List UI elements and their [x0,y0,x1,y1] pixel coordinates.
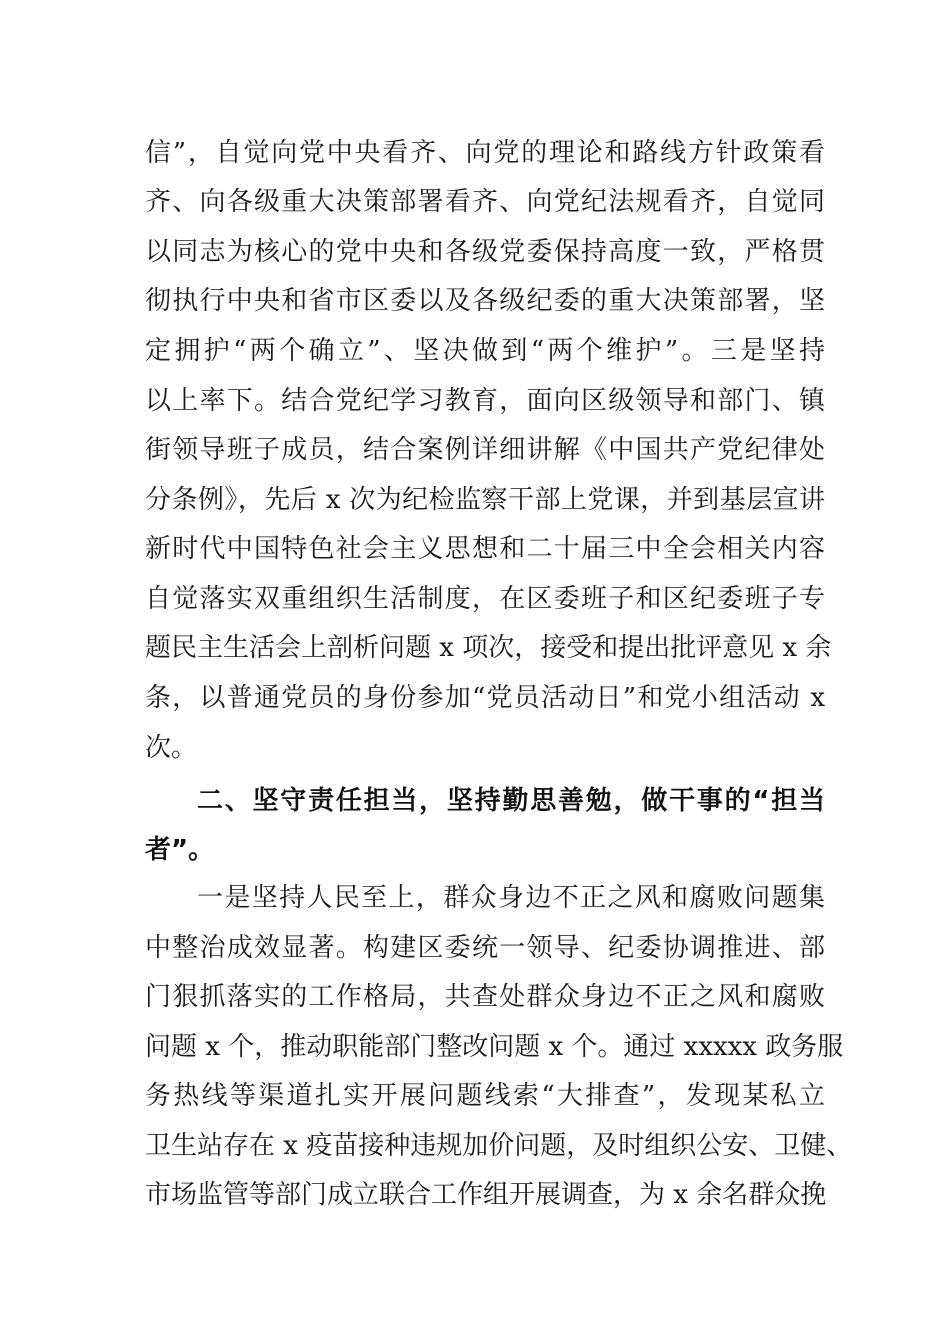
paragraph-1-line-8: 分条例》，先后 x 次为纪检监察干部上党课，并到基层宣讲 [145,485,825,515]
paragraph-1-line-7: 街领导班子成员，结合案例详细讲解《中国共产党纪律处 [145,435,825,465]
section-heading-line-1: 二、坚守责任担当，坚持勤思善勉，做干事的“担当 [197,786,825,816]
paragraph-1-line-13: 次。 [145,733,198,763]
paragraph-1-line-1: 信”，自觉向党中央看齐、向党的理论和路线方针政策看 [145,138,825,168]
paragraph-2-line-4: 问题 x 个，推动职能部门整改问题 x 个。通过 xxxxx 政务服 [145,1032,844,1062]
paragraph-2-line-6: 卫生站存在 x 疫苗接种违规加价问题，及时组织公安、卫健、 [145,1131,853,1161]
paragraph-1-line-3: 以同志为核心的党中央和各级党委保持高度一致，严格贯 [145,237,825,267]
section-heading-line-2: 者”。 [145,835,215,865]
paragraph-2-line-1: 一是坚持人民至上，群众身边不正之风和腐败问题集 [197,883,825,913]
paragraph-1-line-9: 新时代中国特色社会主义思想和二十届三中全会相关内容 [145,534,825,564]
paragraph-1-line-2: 齐、向各级重大决策部署看齐、向党纪法规看齐，自觉同 [145,187,825,217]
paragraph-2-line-5: 务热线等渠道扎实开展问题线索“大排查”，发现某私立 [145,1081,825,1111]
paragraph-1-line-12: 条，以普通党员的身份参加“党员活动日”和党小组活动 x [145,683,825,713]
paragraph-2-line-7: 市场监管等部门成立联合工作组开展调查，为 x 余名群众挽 [145,1180,827,1210]
paragraph-1-line-5: 定拥护“两个确立”、坚决做到“两个维护”。三是坚持 [145,336,825,366]
paragraph-2-line-3: 门狠抓落实的工作格局，共查处群众身边不正之风和腐败 [145,982,825,1012]
paragraph-2-line-2: 中整治成效显著。构建区委统一领导、纪委协调推进、部 [145,933,825,963]
paragraph-1-line-6: 以上率下。结合党纪学习教育，面向区级领导和部门、镇 [145,386,825,416]
paragraph-1-line-10: 自觉落实双重组织生活制度，在区委班子和区纪委班子专 [145,584,825,614]
paragraph-1-line-4: 彻执行中央和省市区委以及各级纪委的重大决策部署，坚 [145,286,825,316]
paragraph-1-line-11: 题民主生活会上剖析问题 x 项次，接受和提出批评意见 x 余 [145,633,832,663]
